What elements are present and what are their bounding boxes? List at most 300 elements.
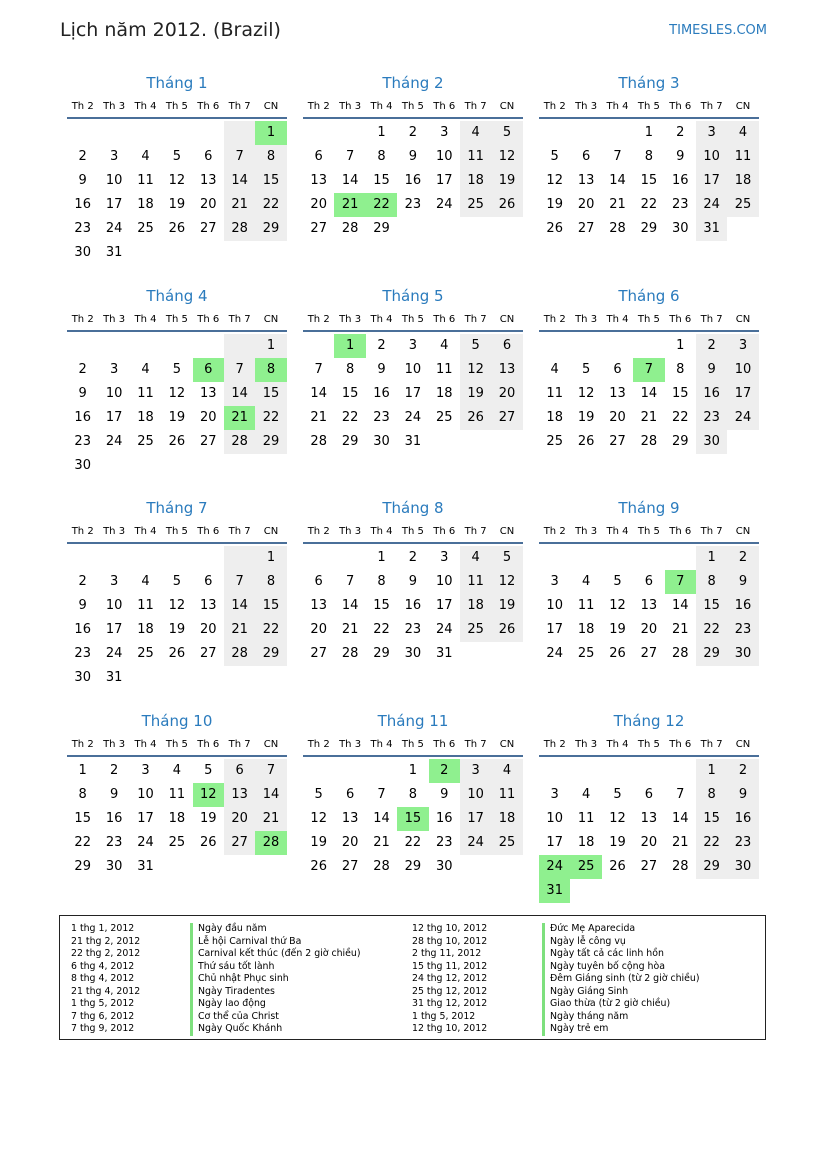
weekday-label: Th 4	[606, 739, 629, 750]
weekday-label: CN	[735, 101, 751, 112]
day-cell: 29	[373, 221, 390, 236]
day-cell: 4	[141, 574, 150, 589]
day-cell: 5	[491, 546, 522, 570]
day-cell: 27	[199, 646, 217, 661]
weekday-label: Th 5	[401, 739, 424, 750]
month-block	[303, 711, 523, 879]
day-cell: 9	[676, 149, 685, 164]
day-cell: 20	[199, 622, 217, 637]
day-cell: 12	[491, 570, 522, 594]
day-cell: 21	[671, 835, 689, 850]
day-cell: 9	[727, 783, 758, 807]
day-cell: 4	[491, 759, 522, 783]
weekday-label: CN	[735, 314, 751, 325]
day-cell: 13	[640, 811, 658, 826]
weekday-label: Th 4	[606, 314, 629, 325]
day-cell: 27	[609, 434, 626, 449]
day-cell: 30	[696, 430, 727, 454]
day-cell: 20	[310, 197, 327, 212]
legend-holiday-name: Ngày đầu năm	[190, 923, 361, 936]
weekday-label: Th 2	[307, 739, 330, 750]
day-cell: 18	[168, 811, 186, 826]
day-cell: 3	[440, 125, 449, 140]
day-cell: 26	[460, 406, 491, 430]
weekday-label: Th 5	[637, 526, 660, 537]
legend-holiday-name: Carnival kết thúc (đến 2 giờ chiều)	[190, 948, 361, 961]
weekday-label: Th 2	[543, 314, 566, 325]
day-cell: 28	[373, 859, 390, 874]
empty-day-cell	[334, 546, 365, 570]
day-cell: 20	[199, 197, 217, 212]
day-cell: 15	[255, 169, 286, 193]
weekday-header	[539, 735, 759, 757]
empty-day-cell	[67, 121, 98, 145]
empty-day-cell	[602, 546, 633, 570]
day-cell: 1	[78, 763, 87, 778]
weekday-label: Th 4	[134, 526, 157, 537]
day-cell: 23	[74, 221, 91, 236]
empty-day-cell	[98, 334, 129, 358]
day-cell: 9	[78, 173, 87, 188]
weekday-label: Th 6	[433, 526, 456, 537]
legend-holiday-name: Giao thừa (từ 2 giờ chiều)	[542, 998, 700, 1011]
month-block	[539, 711, 759, 903]
month-block	[539, 73, 759, 241]
weekday-label: Th 3	[103, 739, 126, 750]
weekday-label: Th 7	[464, 526, 487, 537]
day-cell: 28	[224, 642, 255, 666]
day-cell: 8	[255, 145, 286, 169]
day-cell: 16	[671, 173, 689, 188]
weekday-label: Th 5	[165, 101, 188, 112]
month-block	[539, 498, 759, 666]
legend-holiday-name: Ngày lao động	[190, 998, 361, 1011]
day-cell: 1	[377, 550, 386, 565]
day-cell: 22	[74, 835, 91, 850]
empty-day-cell	[633, 546, 664, 570]
day-cell: 16	[373, 386, 390, 401]
day-cell: 23	[404, 622, 422, 637]
empty-day-cell	[130, 546, 161, 570]
day-cell: 20	[341, 835, 359, 850]
day-cell: 26	[310, 859, 327, 874]
day-cell: 18	[577, 622, 595, 637]
day-cell: 29	[671, 434, 689, 449]
empty-day-cell	[224, 334, 255, 358]
day-cell: 19	[199, 811, 217, 826]
day-cell: 27	[341, 859, 359, 874]
legend-date: 28 thg 10, 2012	[412, 935, 488, 947]
day-cell: 25	[727, 193, 758, 217]
day-cell: 31	[137, 859, 154, 874]
day-cell: 19	[460, 382, 491, 406]
day-cell: 2	[377, 338, 386, 353]
day-cell: 13	[199, 598, 217, 613]
day-grid	[67, 334, 287, 478]
day-cell: 6	[345, 787, 355, 802]
day-cell: 1	[696, 759, 727, 783]
legend-date: 2 thg 11, 2012	[412, 948, 482, 959]
day-cell: 22	[404, 835, 422, 850]
day-cell: 8	[377, 149, 386, 164]
holiday-day-cell: 2	[429, 759, 460, 783]
weekday-label: Th 4	[606, 101, 629, 112]
day-cell: 15	[671, 386, 689, 401]
day-cell: 30	[74, 670, 91, 685]
day-cell: 16	[105, 811, 123, 826]
day-cell: 15	[341, 386, 359, 401]
day-cell: 10	[137, 787, 154, 802]
day-cell: 12	[310, 811, 327, 826]
legend-holiday-name: Ngày lễ công vụ	[542, 936, 700, 949]
day-cell: 10	[546, 811, 563, 826]
day-cell: 8	[644, 149, 653, 164]
site-link[interactable]: TIMESLES.COM	[669, 23, 767, 38]
day-cell: 29	[74, 859, 91, 874]
day-cell: 30	[404, 646, 422, 661]
day-cell: 16	[727, 807, 758, 831]
day-cell: 3	[696, 121, 727, 145]
day-cell: 3	[109, 362, 119, 377]
day-cell: 20	[640, 622, 658, 637]
day-grid	[539, 334, 759, 454]
day-cell: 13	[491, 358, 522, 382]
day-cell: 13	[341, 811, 359, 826]
day-cell: 30	[727, 855, 758, 879]
day-cell: 14	[341, 173, 359, 188]
empty-day-cell	[539, 546, 570, 570]
holiday-day-cell: 15	[397, 807, 428, 831]
day-cell: 27	[199, 221, 217, 236]
weekday-label: Th 2	[71, 101, 94, 112]
day-cell: 10	[696, 145, 727, 169]
day-cell: 21	[373, 835, 390, 850]
day-cell: 31	[696, 217, 727, 241]
day-cell: 21	[640, 410, 658, 425]
weekday-label: Th 4	[370, 314, 393, 325]
weekday-label: Th 7	[700, 739, 723, 750]
empty-day-cell	[224, 121, 255, 145]
day-cell: 7	[224, 570, 255, 594]
day-cell: 28	[609, 221, 626, 236]
month-title: Tháng 8	[382, 499, 444, 517]
day-cell: 17	[105, 197, 123, 212]
weekday-label: Th 2	[543, 739, 566, 750]
day-cell: 27	[491, 406, 522, 430]
day-cell: 13	[199, 173, 217, 188]
weekday-label: CN	[263, 101, 279, 112]
day-cell: 3	[109, 149, 119, 164]
weekday-header	[303, 735, 523, 757]
day-cell: 5	[581, 362, 591, 377]
empty-day-cell	[366, 759, 397, 783]
legend-date: 1 thg 5, 2012	[412, 1010, 476, 1022]
day-cell: 2	[408, 125, 417, 140]
day-cell: 15	[373, 598, 390, 613]
day-cell: 29	[696, 855, 727, 879]
day-cell: 7	[224, 145, 255, 169]
day-cell: 14	[255, 783, 286, 807]
legend-holiday-name: Ngày Tiradentes	[190, 986, 361, 999]
day-cell: 3	[550, 574, 559, 589]
day-cell: 21	[671, 622, 689, 637]
empty-day-cell	[633, 334, 664, 358]
day-cell: 25	[137, 434, 154, 449]
day-cell: 4	[581, 787, 591, 802]
day-cell: 3	[460, 759, 491, 783]
empty-day-cell	[539, 121, 570, 145]
legend-holiday-name: Thứ sáu tốt lành	[190, 961, 361, 974]
day-cell: 18	[491, 807, 522, 831]
day-cell: 30	[671, 221, 689, 236]
month-block	[67, 498, 287, 690]
weekday-label: Th 6	[669, 526, 692, 537]
legend-date: 1 thg 1, 2012	[71, 923, 135, 934]
empty-day-cell	[193, 121, 224, 145]
legend-date: 31 thg 12, 2012	[412, 998, 488, 1009]
day-cell: 14	[341, 598, 359, 613]
day-cell: 17	[546, 835, 563, 850]
legend-holiday-name: Đức Mẹ Aparecida	[542, 923, 700, 936]
day-cell: 21	[609, 197, 626, 212]
day-cell: 11	[460, 570, 491, 594]
weekday-label: Th 3	[339, 526, 362, 537]
day-grid	[539, 121, 759, 241]
holiday-day-cell: 28	[255, 831, 286, 855]
day-cell: 6	[224, 759, 255, 783]
day-cell: 13	[199, 386, 217, 401]
month-title: Tháng 5	[382, 287, 444, 305]
day-cell: 18	[577, 835, 595, 850]
day-cell: 16	[435, 811, 453, 826]
day-cell: 12	[168, 173, 186, 188]
legend-date: 12 thg 10, 2012	[412, 1023, 488, 1034]
holiday-day-cell: 12	[193, 783, 224, 807]
day-cell: 19	[491, 594, 522, 618]
day-cell: 6	[644, 787, 653, 802]
day-cell: 28	[341, 221, 359, 236]
weekday-header	[303, 97, 523, 119]
day-cell: 11	[435, 362, 453, 377]
day-cell: 25	[546, 434, 563, 449]
weekday-label: Th 6	[197, 526, 220, 537]
day-cell: 14	[224, 169, 255, 193]
day-cell: 14	[671, 598, 689, 613]
day-cell: 12	[168, 386, 186, 401]
weekday-label: Th 3	[103, 526, 126, 537]
empty-day-cell	[98, 121, 129, 145]
weekday-label: Th 3	[339, 739, 362, 750]
day-cell: 19	[491, 169, 522, 193]
month-block	[67, 286, 287, 478]
holiday-day-cell: 21	[224, 406, 255, 430]
day-cell: 22	[696, 831, 727, 855]
day-cell: 20	[640, 835, 658, 850]
day-cell: 18	[546, 410, 563, 425]
day-cell: 4	[141, 149, 150, 164]
legend-date: 7 thg 9, 2012	[71, 1023, 135, 1034]
day-cell: 10	[546, 598, 563, 613]
day-cell: 25	[137, 221, 154, 236]
day-cell: 28	[671, 646, 689, 661]
day-cell: 29	[255, 430, 286, 454]
day-cell: 4	[172, 763, 181, 778]
day-cell: 24	[105, 646, 123, 661]
day-cell: 20	[491, 382, 522, 406]
weekday-label: CN	[735, 739, 751, 750]
weekday-label: Th 3	[339, 101, 362, 112]
holiday-day-cell: 21	[334, 193, 365, 217]
day-cell: 2	[109, 763, 119, 778]
day-cell: 10	[105, 386, 123, 401]
day-cell: 5	[613, 787, 622, 802]
day-cell: 30	[435, 859, 453, 874]
day-cell: 10	[105, 598, 123, 613]
month-block	[303, 498, 523, 666]
day-cell: 27	[224, 831, 255, 855]
day-cell: 8	[255, 570, 286, 594]
day-cell: 11	[168, 787, 186, 802]
day-cell: 11	[137, 386, 154, 401]
day-cell: 28	[224, 217, 255, 241]
day-cell: 2	[676, 125, 685, 140]
day-cell: 27	[577, 221, 595, 236]
holiday-day-cell: 7	[665, 570, 696, 594]
day-cell: 5	[314, 787, 323, 802]
day-cell: 3	[550, 787, 559, 802]
day-cell: 23	[105, 835, 123, 850]
day-cell: 18	[137, 622, 154, 637]
empty-day-cell	[193, 334, 224, 358]
day-cell: 14	[224, 382, 255, 406]
legend-holiday-name: Cơ thể của Christ	[190, 1011, 361, 1024]
day-cell: 8	[408, 787, 417, 802]
day-cell: 7	[676, 787, 685, 802]
day-cell: 2	[727, 759, 758, 783]
day-cell: 5	[172, 362, 181, 377]
weekday-header	[539, 522, 759, 544]
empty-day-cell	[193, 546, 224, 570]
month-title: Tháng 12	[613, 712, 685, 730]
weekday-label: Th 4	[134, 101, 157, 112]
day-grid	[303, 759, 523, 879]
weekday-label: Th 2	[307, 314, 330, 325]
empty-day-cell	[98, 546, 129, 570]
month-title: Tháng 6	[618, 287, 680, 305]
day-cell: 9	[78, 386, 87, 401]
empty-day-cell	[161, 334, 192, 358]
day-cell: 10	[460, 783, 491, 807]
empty-day-cell	[161, 546, 192, 570]
day-cell: 27	[310, 646, 327, 661]
day-cell: 8	[696, 783, 727, 807]
day-cell: 3	[727, 334, 758, 358]
weekday-label: Th 2	[71, 526, 94, 537]
weekday-label: Th 6	[197, 314, 220, 325]
month-title: Tháng 4	[146, 287, 208, 305]
holiday-day-cell: 6	[193, 358, 224, 382]
day-cell: 1	[377, 125, 386, 140]
day-cell: 17	[546, 622, 563, 637]
weekday-label: Th 4	[134, 739, 157, 750]
day-grid	[539, 759, 759, 903]
day-cell: 20	[224, 807, 255, 831]
legend-holiday-name: Ngày trẻ em	[542, 1023, 700, 1036]
day-grid	[303, 121, 523, 241]
day-cell: 19	[168, 622, 186, 637]
legend-left-dates	[71, 923, 140, 1036]
weekday-label: Th 6	[669, 739, 692, 750]
holiday-day-cell: 24	[539, 855, 570, 879]
legend-holiday-name: Ngày tháng năm	[542, 1011, 700, 1024]
month-block	[67, 73, 287, 265]
empty-day-cell	[665, 759, 696, 783]
day-cell: 14	[640, 386, 658, 401]
day-cell: 3	[141, 763, 150, 778]
day-cell: 13	[609, 386, 626, 401]
day-cell: 24	[435, 622, 453, 637]
day-cell: 23	[404, 197, 422, 212]
weekday-header	[67, 735, 287, 757]
day-grid	[539, 546, 759, 666]
empty-day-cell	[303, 121, 334, 145]
day-cell: 26	[491, 618, 522, 642]
legend-holiday-name: Ngày tất cả các linh hồn	[542, 948, 700, 961]
day-cell: 8	[78, 787, 87, 802]
day-cell: 9	[440, 787, 449, 802]
holiday-day-cell: 1	[334, 334, 365, 358]
day-cell: 20	[199, 410, 217, 425]
day-cell: 12	[460, 358, 491, 382]
day-cell: 26	[199, 835, 217, 850]
day-cell: 9	[696, 358, 727, 382]
day-cell: 11	[137, 173, 154, 188]
day-cell: 10	[727, 358, 758, 382]
month-block	[539, 286, 759, 454]
day-cell: 14	[224, 594, 255, 618]
weekday-label: Th 4	[370, 526, 393, 537]
day-cell: 4	[550, 362, 559, 377]
weekday-label: CN	[263, 526, 279, 537]
day-cell: 1	[255, 546, 286, 570]
day-cell: 23	[696, 406, 727, 430]
day-cell: 25	[137, 646, 154, 661]
weekday-label: CN	[263, 314, 279, 325]
day-cell: 3	[440, 550, 449, 565]
day-cell: 30	[74, 458, 91, 473]
day-cell: 16	[696, 382, 727, 406]
day-cell: 28	[341, 646, 359, 661]
day-cell: 6	[204, 149, 213, 164]
day-cell: 15	[255, 382, 286, 406]
day-cell: 23	[74, 646, 91, 661]
day-cell: 10	[105, 173, 123, 188]
holiday-day-cell: 31	[539, 879, 570, 903]
day-cell: 5	[172, 574, 181, 589]
weekday-label: Th 5	[165, 739, 188, 750]
day-cell: 16	[74, 622, 91, 637]
day-cell: 10	[435, 149, 453, 164]
legend-date: 21 thg 4, 2012	[71, 985, 141, 997]
day-cell: 8	[345, 362, 355, 377]
day-cell: 15	[696, 807, 727, 831]
empty-day-cell	[602, 121, 633, 145]
weekday-label: CN	[499, 101, 515, 112]
day-cell: 20	[577, 197, 595, 212]
day-cell: 4	[460, 546, 491, 570]
day-cell: 26	[609, 646, 626, 661]
day-cell: 23	[435, 835, 453, 850]
